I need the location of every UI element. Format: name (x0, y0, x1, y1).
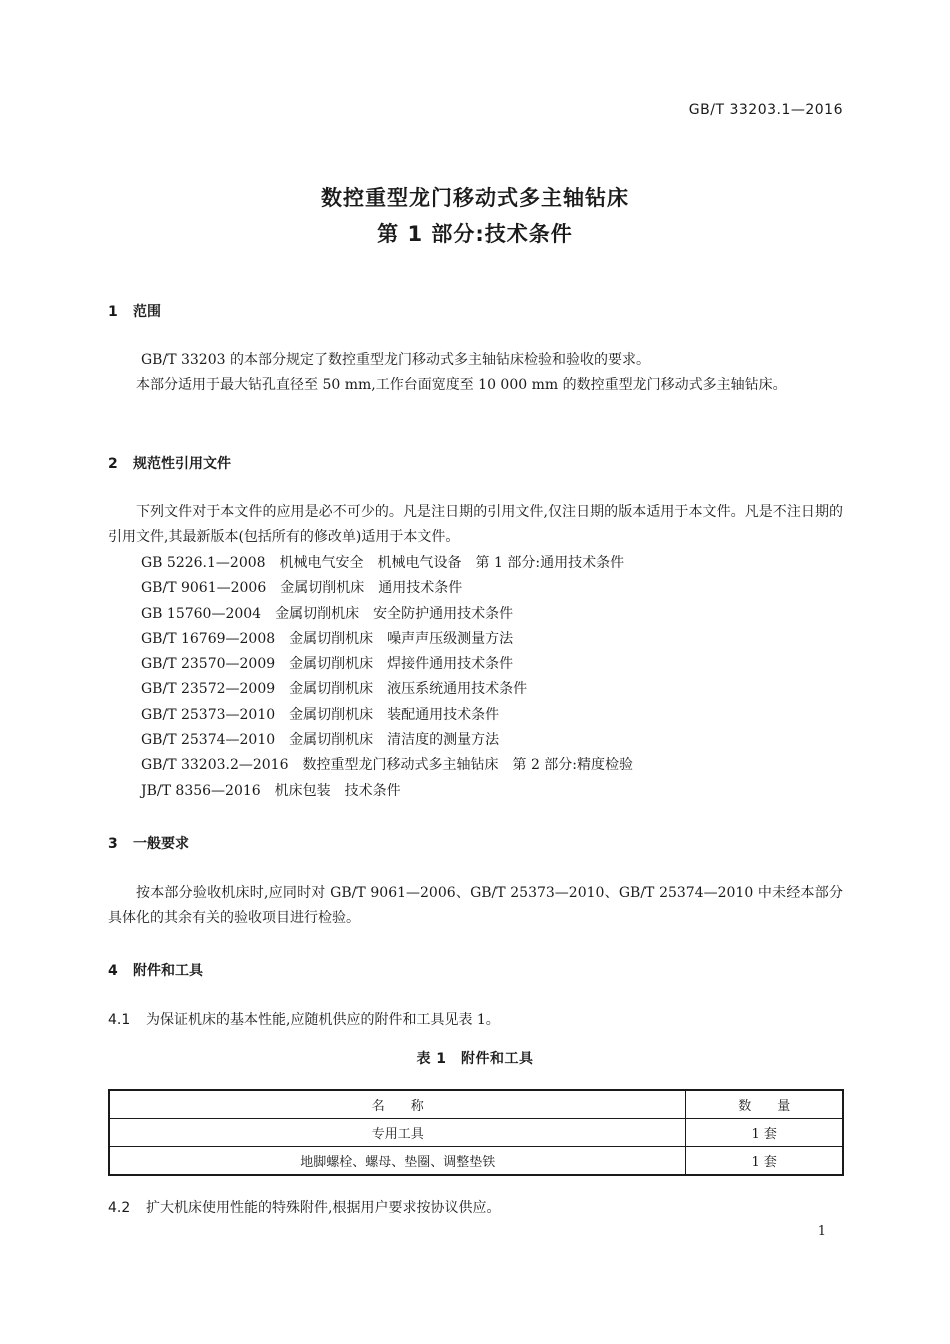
reference-code: GB/T 23572—2009 (141, 681, 276, 698)
clause-number: 4.2 (108, 1200, 131, 1216)
general-requirements-paragraph: 按本部分验收机床时,应同时对 GB/T 9061—2006、GB/T 25373—2010、GB/T 25374—2010 中未经本部分具体化的其余有关的验收项目进行检验。 (108, 885, 843, 926)
clause-4-2 (108, 1198, 500, 1218)
reference-item (141, 677, 843, 702)
clause-4-1 (108, 1010, 500, 1030)
scope-paragraph-2: 本部分适用于最大钻孔直径至 50 mm,工作台面宽度至 10 000 mm 的数控重型龙门移动式多主轴钻床。 (136, 377, 787, 393)
table-header-cell: 数 量 (686, 1090, 843, 1119)
reference-code: GB/T 33203.2—2016 (141, 757, 289, 774)
section-3-heading (108, 834, 189, 854)
reference-title: 数控重型龙门移动式多主轴钻床 第 2 部分:精度检验 (302, 757, 634, 774)
section-2-heading (108, 454, 231, 474)
reference-title: 金属切削机床 噪声声压级测量方法 (289, 630, 514, 647)
document-title-line1: 数控重型龙门移动式多主轴钻床 (321, 186, 629, 210)
reference-item (141, 728, 843, 753)
table-row (109, 1147, 843, 1176)
reference-code: GB 15760—2004 (141, 605, 262, 622)
reference-item (141, 627, 843, 652)
clause-text: 为保证机床的基本性能,应随机供应的附件和工具见表 1。 (146, 1012, 500, 1028)
scope-paragraph-1: GB/T 33203 的本部分规定了数控重型龙门移动式多主轴钻床检验和验收的要求。 (141, 352, 650, 368)
reference-title: 金属切削机床 清洁度的测量方法 (289, 732, 500, 749)
table-cell: 地脚螺栓、螺母、垫圈、调整垫铁 (109, 1147, 686, 1176)
reference-item (141, 753, 843, 778)
reference-title: 金属切削机床 安全防护通用技术条件 (275, 605, 514, 622)
standard-number: GB/T 33203.1—2016 (688, 102, 843, 118)
page-number: 1 (817, 1224, 826, 1239)
reference-title: 金属切削机床 焊接件通用技术条件 (289, 656, 514, 673)
reference-item (141, 576, 843, 601)
clause-number: 4.1 (108, 1012, 131, 1028)
reference-code: GB/T 23570—2009 (141, 656, 276, 673)
reference-title: 机械电气安全 机械电气设备 第 1 部分:通用技术条件 (279, 555, 625, 571)
reference-item (141, 602, 843, 627)
table-1-caption: 表 1 附件和工具 (416, 1051, 534, 1067)
normative-references-list (141, 551, 843, 804)
table-cell: 专用工具 (109, 1119, 686, 1147)
reference-item (141, 703, 843, 728)
reference-title: 机床包装 技术条件 (274, 782, 401, 799)
section-1-heading (108, 302, 161, 322)
table-row (109, 1119, 843, 1147)
section-number: 4 (108, 963, 118, 979)
reference-code: GB/T 9061—2006 (141, 580, 267, 597)
references-intro: 下列文件对于本文件的应用是必不可少的。凡是注日期的引用文件,仅注日期的版本适用于本文件。凡是不注日期的引用文件,其最新版本(包括所有的修改单)适用于本文件。 (108, 504, 843, 545)
section-title: 范围 (133, 304, 161, 320)
reference-title: 金属切削机床 液压系统通用技术条件 (289, 681, 528, 698)
reference-code: JB/T 8356—2016 (141, 782, 261, 799)
reference-code: GB/T 25373—2010 (141, 706, 276, 723)
section-number: 2 (108, 456, 118, 472)
table-header-row (109, 1090, 843, 1119)
reference-item (141, 652, 843, 677)
accessories-table (108, 1089, 844, 1176)
reference-code: GB 5226.1—2008 (141, 555, 266, 571)
section-4-heading (108, 961, 203, 981)
reference-item (141, 779, 843, 804)
document-title-line2: 第 1 部分:技术条件 (377, 222, 573, 246)
clause-text: 扩大机床使用性能的特殊附件,根据用户要求按协议供应。 (146, 1200, 501, 1216)
section-number: 3 (108, 836, 118, 852)
reference-code: GB/T 25374—2010 (141, 732, 276, 749)
reference-item (141, 551, 843, 576)
table-header-cell: 名 称 (109, 1090, 686, 1119)
reference-code: GB/T 16769—2008 (141, 630, 276, 647)
section-title: 一般要求 (133, 836, 189, 852)
table-cell: 1 套 (686, 1119, 843, 1147)
reference-title: 金属切削机床 通用技术条件 (280, 580, 463, 597)
section-title: 规范性引用文件 (133, 456, 231, 472)
reference-title: 金属切削机床 装配通用技术条件 (289, 706, 500, 723)
section-number: 1 (108, 304, 118, 320)
table-cell: 1 套 (686, 1147, 843, 1176)
section-title: 附件和工具 (133, 963, 203, 979)
